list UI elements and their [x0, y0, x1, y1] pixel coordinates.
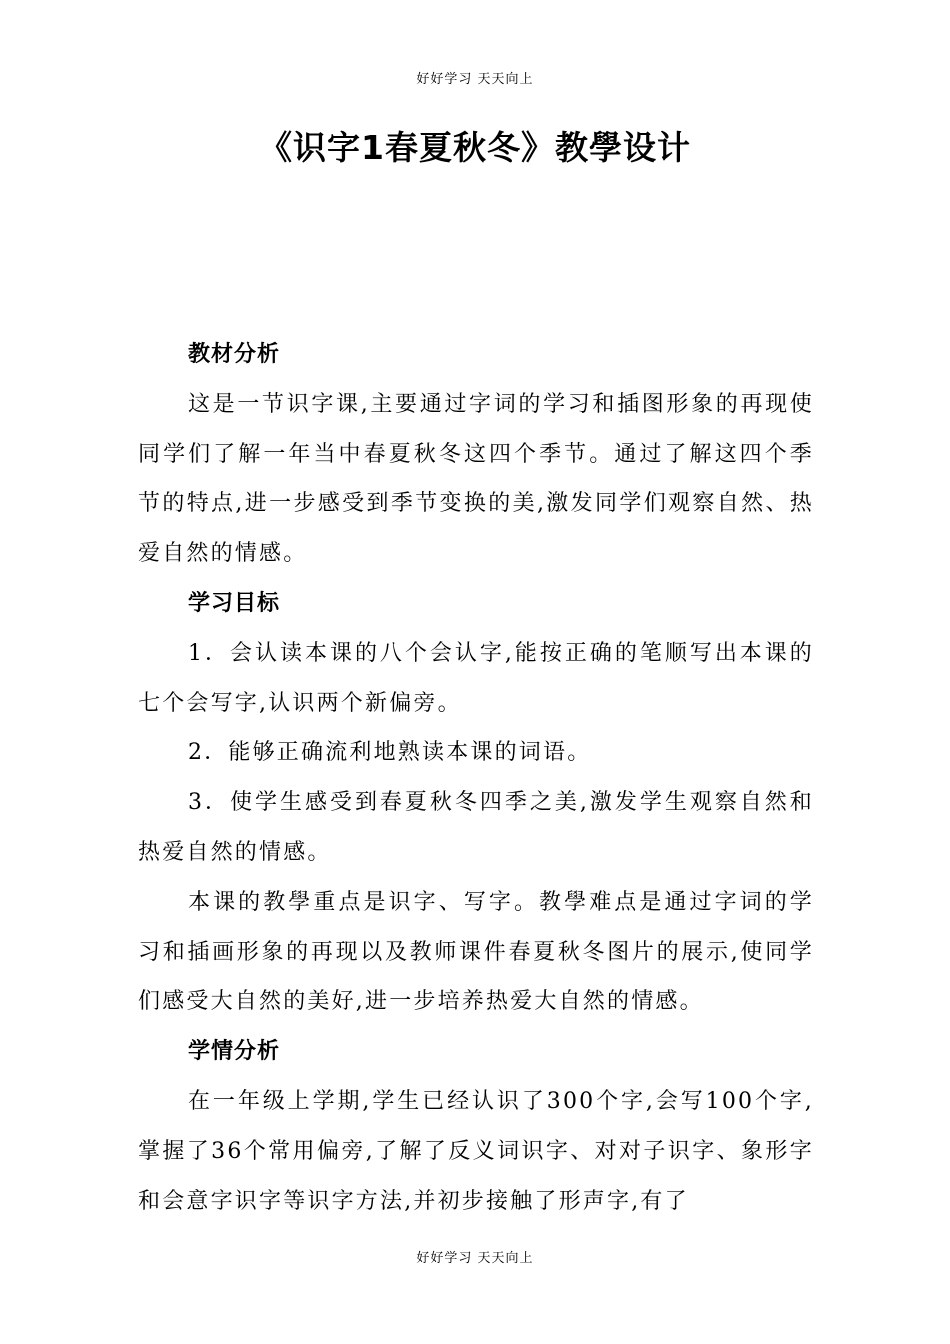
document-title: 《识字1春夏秋冬》教學设计 — [259, 128, 691, 167]
page-footer: 好好学习 天天向上 — [416, 1251, 534, 1266]
paragraph-analysis: 这是一节识字课,主要通过字词的学习和插图形象的再现使同学们了解一年当中春夏秋冬这四个季节。通过了解这四个季节的特点,进一步感受到季节变换的美,激发同学们观察自然、热爱自然的情感。 — [138, 391, 814, 567]
document-body — [138, 330, 814, 1226]
section-heading-goals: 学习目标 — [188, 590, 281, 616]
section-heading-learners: 学情分析 — [188, 1039, 281, 1065]
goal-item-3: 3．使学生感受到春夏秋冬四季之美,激发学生观察自然和热爱自然的情感。 — [138, 790, 814, 865]
paragraph-focus: 本课的教學重点是识字、写字。教學难点是通过字词的学习和插画形象的再现以及教师课件春夏秋冬图片的展示,使同学们感受大自然的美好,进一步培养热爱大自然的情感。 — [138, 889, 814, 1015]
goal-item-2: 2．能够正确流利地熟读本课的词语。 — [188, 740, 592, 766]
section-heading-analysis: 教材分析 — [188, 342, 281, 367]
paragraph-learners: 在一年级上学期,学生已经认识了300个字,会写100个字,掌握了36个常用偏旁,了解了反义词识字、对对子识字、象形字和会意字识字等识字方法,并初步接触了形声字,有了 — [138, 1088, 814, 1214]
page-header: 好好学习 天天向上 — [416, 72, 534, 87]
goal-item-1: 1．会认读本课的八个会认字,能按正确的笔顺写出本课的七个会写字,认识两个新偏旁。 — [138, 640, 814, 716]
